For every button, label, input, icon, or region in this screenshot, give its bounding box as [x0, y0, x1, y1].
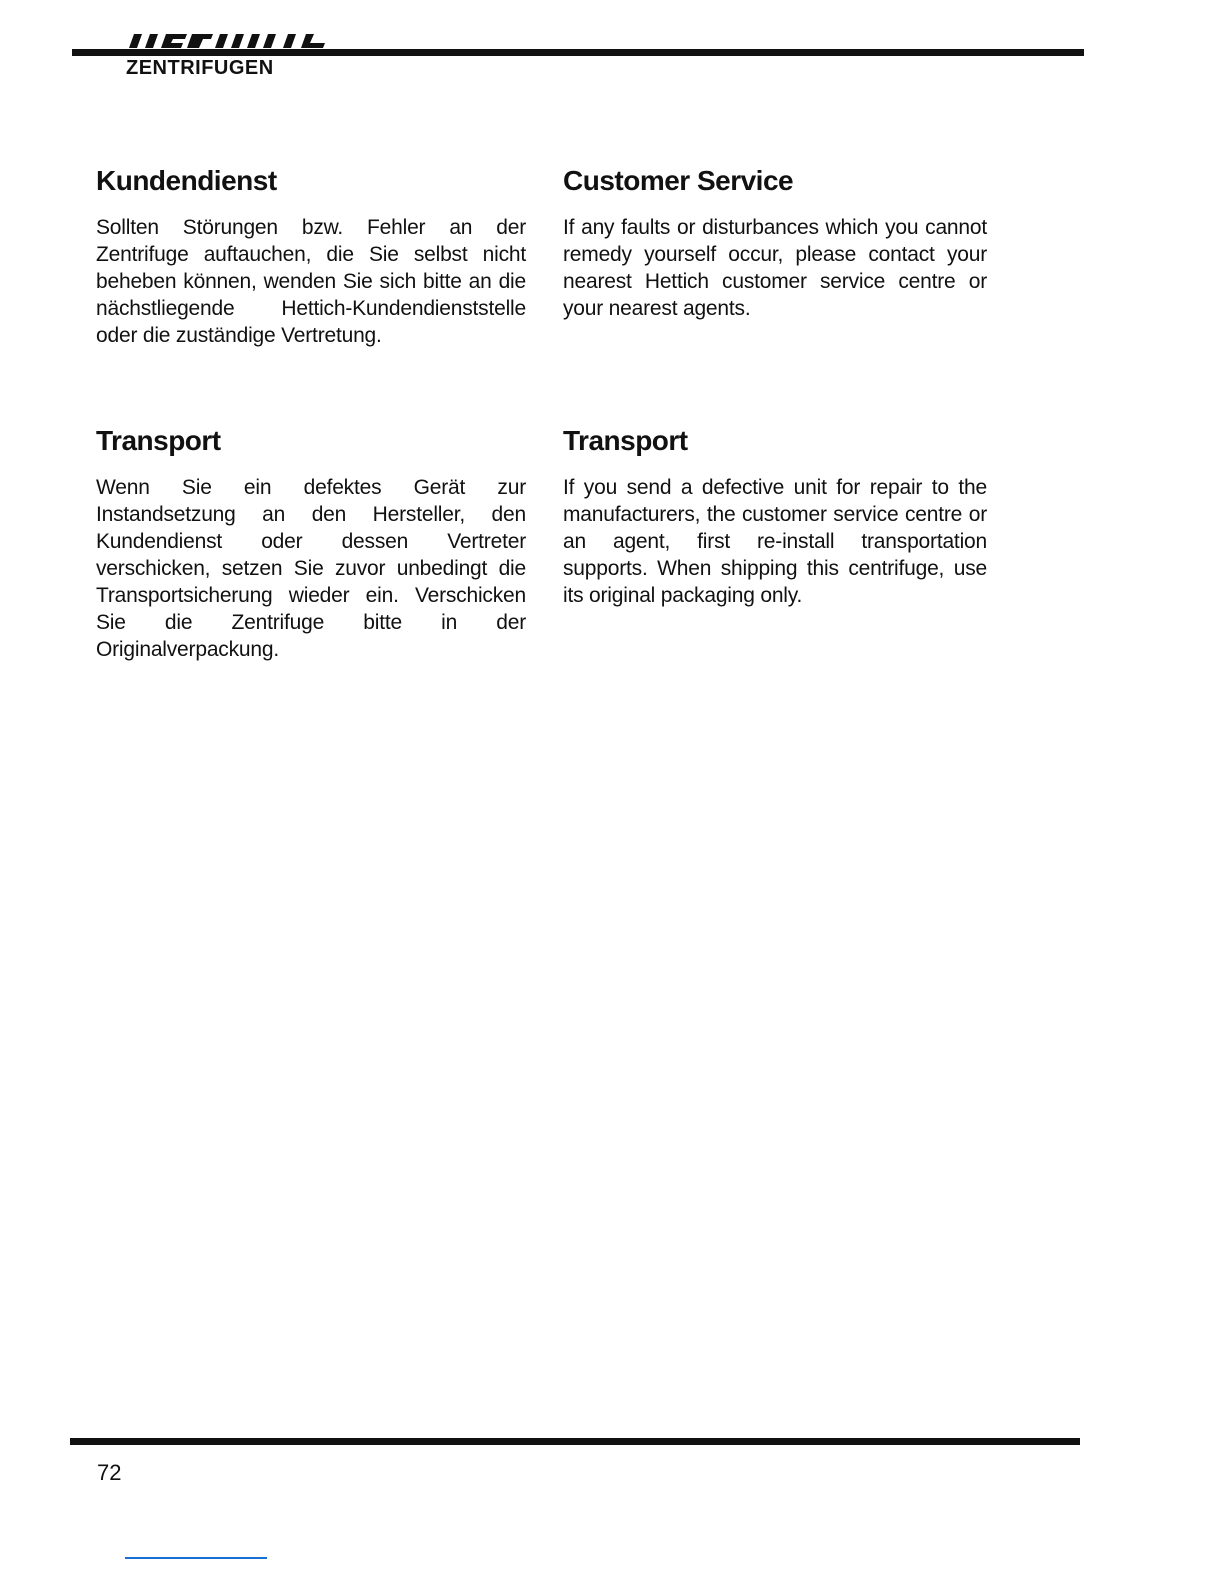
section-body: If you send a defective unit for repair to the manufacturers, the customer service centre or an agent, first re-install transportation supports. When shipping this centrifuge, use its original packaging only.	[563, 476, 987, 607]
scan-underline-mark	[125, 1557, 267, 1559]
section-kundendienst	[96, 164, 526, 349]
section-body: Sollten Störungen bzw. Fehler an der Zentrifuge auftauchen, die Sie selbst nicht beheben können, wenden Sie sich bitte an die nächstliegende Hettich-Kundendienststelle oder die zuständige Vertretung.	[96, 216, 526, 347]
section-body: Wenn Sie ein defektes Gerät zur Instandsetzung an den Hersteller, den Kundendienst oder dessen Vertreter verschicken, setzen Sie zuvor unbedingt die Transportsicherung wieder ein. Verschicken Sie die Zentrifuge bitte in der Originalverpackung.	[96, 476, 526, 661]
section-body: If any faults or disturbances which you cannot remedy yourself occur, please contact your nearest Hettich customer service centre or your nearest agents.	[563, 216, 987, 320]
header-rule	[72, 49, 1084, 56]
section-customer-service	[563, 164, 987, 322]
hettich-logo	[125, 30, 333, 50]
section-title: Customer Service	[563, 165, 794, 196]
page-number: 72	[97, 1460, 122, 1485]
section-title: Transport	[96, 425, 221, 456]
footer-rule	[70, 1438, 1080, 1445]
section-transport-en	[563, 424, 987, 609]
section-title: Transport	[563, 425, 688, 456]
section-title: Kundendienst	[96, 165, 277, 196]
header-subtitle: ZENTRIFUGEN	[126, 57, 274, 79]
logo-mark-icon	[125, 30, 333, 50]
section-transport-de	[96, 424, 526, 663]
